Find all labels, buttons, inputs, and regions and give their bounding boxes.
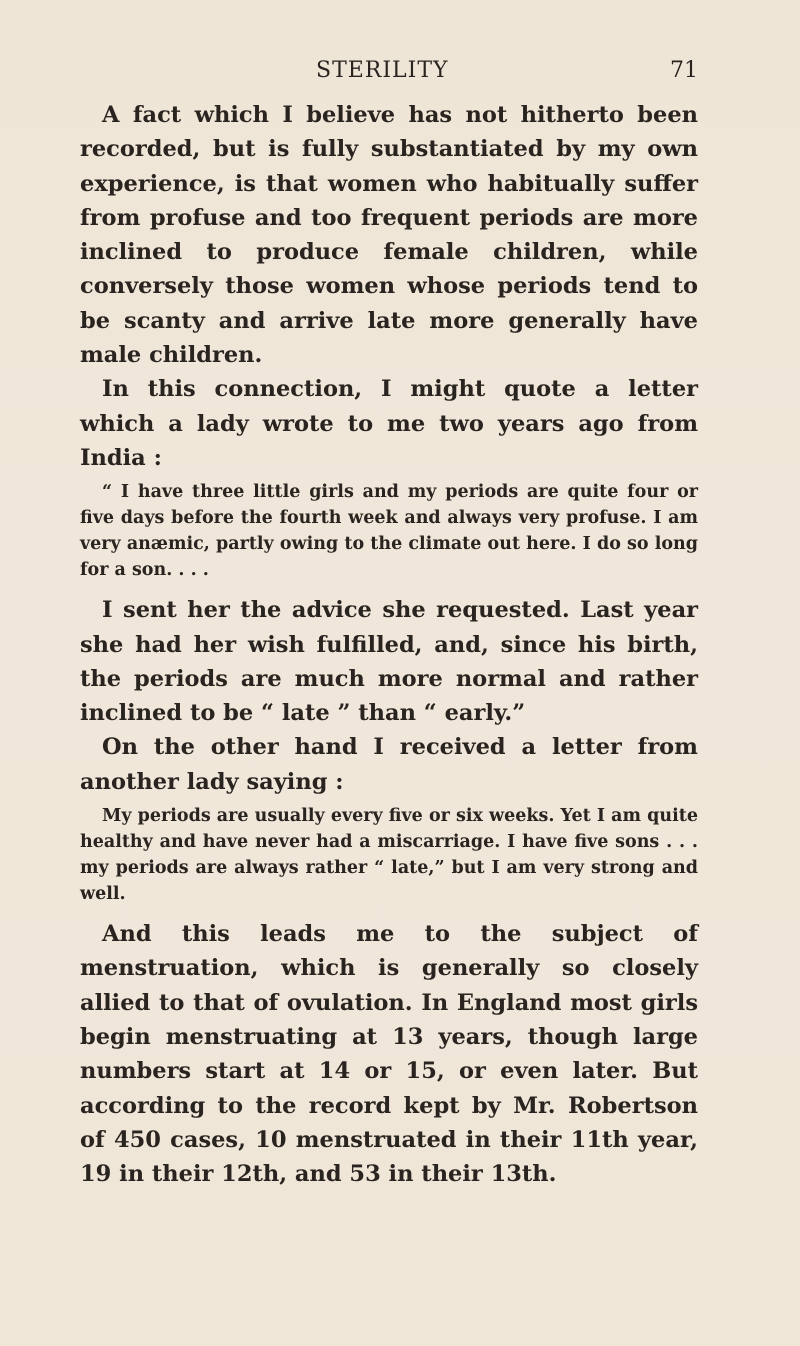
- quoted-letter-1: “ I have three little girls and my periods are quite four or five days before the fourth week and always very profuse. I am very anæmic, partly owing to the climate out here. I do so long for a son. . . .: [80, 482, 698, 581]
- page-number: 71: [670, 58, 698, 83]
- running-head: STERILITY: [316, 58, 449, 83]
- paragraph-2: In this connection, I might quote a letter which a lady wrote to me two years ago from India :: [80, 376, 698, 471]
- paragraph-1: A fact which I believe has not hitherto been recorded, but is fully substantiated by my own experience, is that women who habitually suffer from profuse and too frequent periods are more inclined to produce female children, while conversely those women whose periods tend to be scanty and arrive late more generally have male children.: [80, 102, 698, 369]
- quoted-letter-2: My periods are usually every five or six weeks. Yet I am quite healthy and have never had a miscarriage. I have five sons . . . my periods are always rather “ late,” but I am very strong and well.: [80, 806, 698, 905]
- page-header: [80, 58, 698, 92]
- paragraph-3: I sent her the advice she requested. Last year she had her wish fulfilled, and, since his birth, the periods are much more normal and rather inclined to be “ late ” than “ early.”: [80, 597, 698, 727]
- body-text: [80, 98, 698, 1191]
- paragraph-4: On the other hand I received a letter from another lady saying :: [80, 734, 698, 795]
- paragraph-5: And this leads me to the subject of menstruation, which is generally so closely allied to that of ovulation. In England most girls begin menstruating at 13 years, though large numbers start at 14 or 15, or even later. But according to the record kept by Mr. Robertson of 450 cases, 10 menstruated in their 11th year, 19 in their 12th, and 53 in their 13th.: [80, 921, 698, 1188]
